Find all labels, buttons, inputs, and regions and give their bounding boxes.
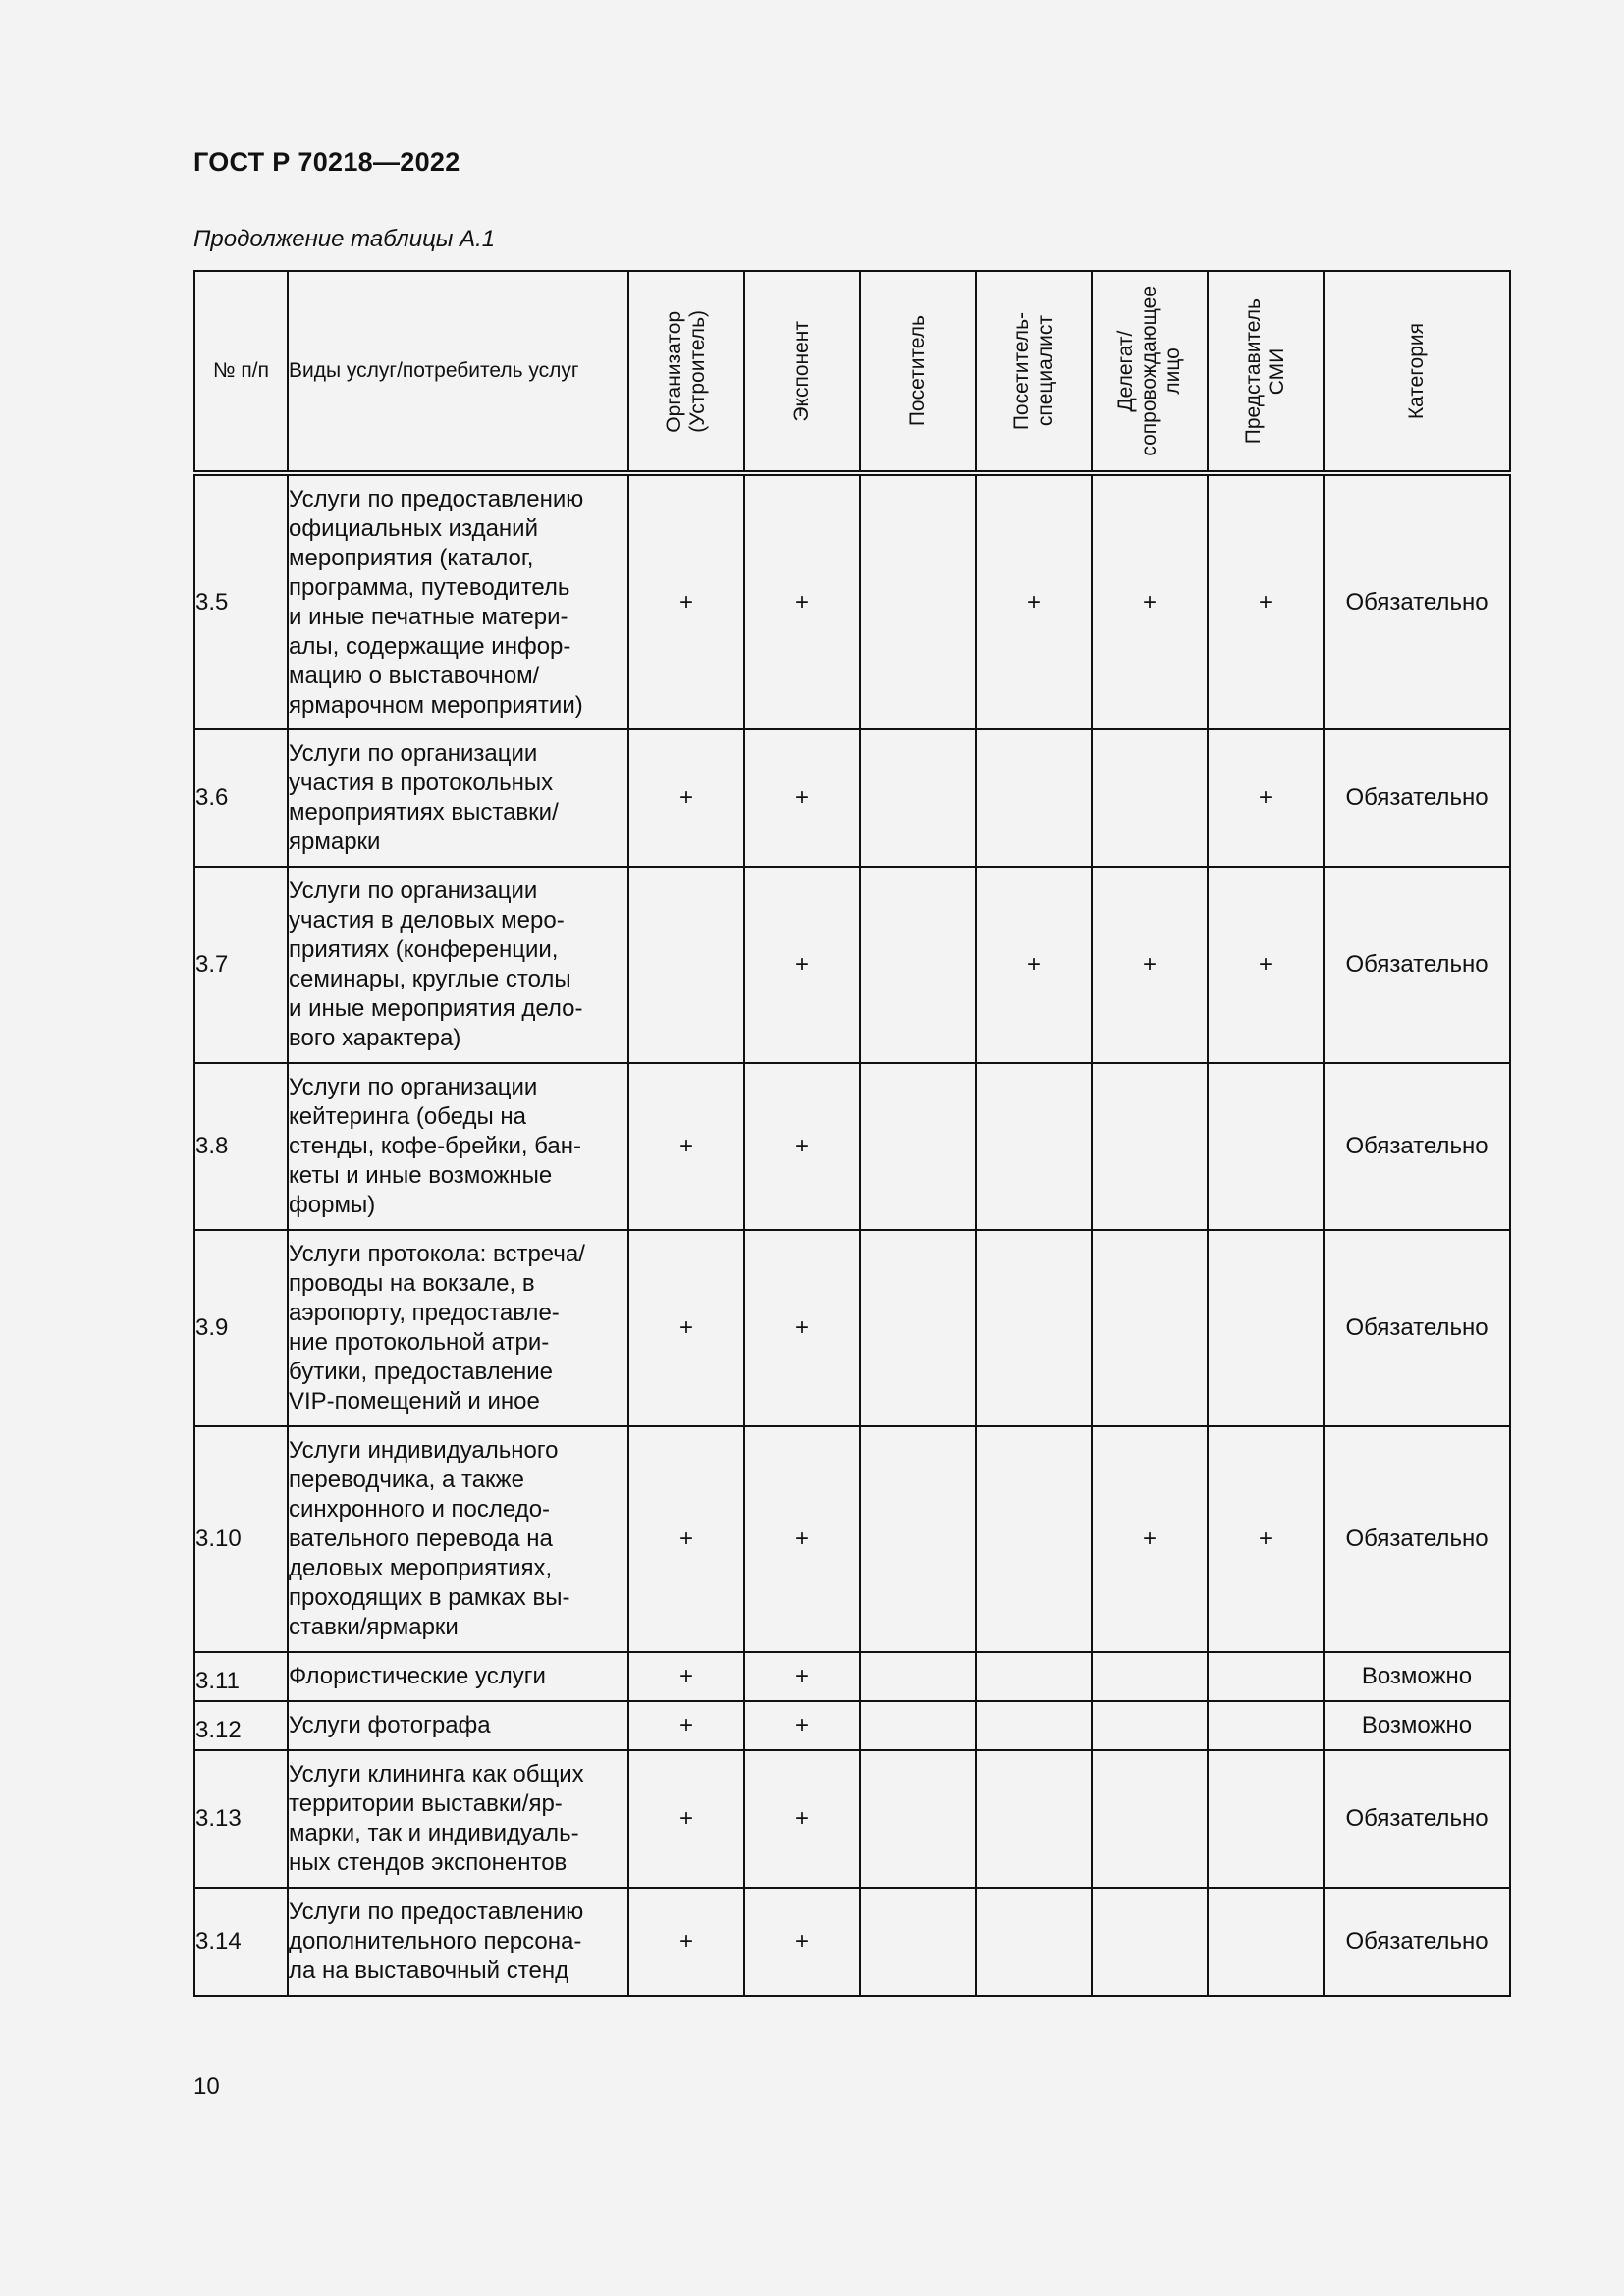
row-number: 3.13	[194, 1750, 288, 1888]
mark-delegate	[1092, 1230, 1208, 1426]
header-delegate-label: Делегат/ сопровождающее лицо	[1114, 286, 1184, 456]
mark-visitor-specialist	[976, 1750, 1092, 1888]
table-row	[194, 1888, 1510, 1996]
mark-delegate	[1092, 1652, 1208, 1701]
mark-media-representative	[1208, 1652, 1324, 1701]
row-number: 3.7	[194, 867, 288, 1063]
service-description: Услуги клининга как общих территории выставки/яр- марки, так и индивидуаль- ных стендов экспонентов	[288, 1750, 628, 1888]
mark-visitor-specialist	[976, 1063, 1092, 1230]
mark-visitor	[860, 1701, 976, 1750]
mark-delegate: +	[1092, 867, 1208, 1063]
service-description: Флористические услуги	[288, 1652, 628, 1701]
mark-media-representative: +	[1208, 1426, 1324, 1652]
mark-delegate: +	[1092, 1426, 1208, 1652]
mark-visitor	[860, 1888, 976, 1996]
mark-visitor	[860, 1426, 976, 1652]
row-number: 3.12	[194, 1701, 288, 1750]
header-delegate	[1092, 271, 1208, 473]
header-exhibitor-label: Экспонент	[790, 320, 813, 422]
mark-exhibitor: +	[744, 1652, 860, 1701]
mark-exhibitor: +	[744, 729, 860, 867]
row-number: 3.9	[194, 1230, 288, 1426]
mark-visitor-specialist	[976, 1888, 1092, 1996]
mark-media-representative	[1208, 1888, 1324, 1996]
service-description: Услуги фотографа	[288, 1701, 628, 1750]
service-description: Услуги протокола: встреча/ проводы на вокзале, в аэропорту, предоставле- ние протокольной атри- бутики, предоставление VIP-помещений и иное	[288, 1230, 628, 1426]
row-number: 3.14	[194, 1888, 288, 1996]
category-value: Обязательно	[1324, 473, 1510, 729]
table-row	[194, 1063, 1510, 1230]
mark-delegate	[1092, 729, 1208, 867]
mark-visitor	[860, 1652, 976, 1701]
table-row	[194, 867, 1510, 1063]
header-visitor-label: Посетитель	[906, 315, 929, 427]
mark-visitor-specialist: +	[976, 867, 1092, 1063]
mark-delegate	[1092, 1750, 1208, 1888]
table-row	[194, 473, 1510, 729]
mark-delegate	[1092, 1888, 1208, 1996]
mark-visitor-specialist	[976, 1652, 1092, 1701]
mark-media-representative	[1208, 1230, 1324, 1426]
mark-delegate: +	[1092, 473, 1208, 729]
mark-organizer: +	[628, 1701, 744, 1750]
table-header-row	[194, 271, 1510, 473]
mark-visitor	[860, 867, 976, 1063]
service-description: Услуги по предоставлению дополнительного персона- ла на выставочный стенд	[288, 1888, 628, 1996]
mark-visitor	[860, 729, 976, 867]
mark-exhibitor: +	[744, 1750, 860, 1888]
category-value: Возможно	[1324, 1652, 1510, 1701]
mark-visitor-specialist	[976, 1701, 1092, 1750]
mark-media-representative: +	[1208, 473, 1324, 729]
row-number: 3.5	[194, 473, 288, 729]
mark-visitor-specialist: +	[976, 473, 1092, 729]
mark-delegate	[1092, 1701, 1208, 1750]
mark-visitor	[860, 1063, 976, 1230]
category-value: Обязательно	[1324, 867, 1510, 1063]
header-media-representative	[1208, 271, 1324, 473]
category-value: Обязательно	[1324, 1063, 1510, 1230]
table-row	[194, 1652, 1510, 1701]
header-organizer	[628, 271, 744, 473]
category-value: Обязательно	[1324, 1888, 1510, 1996]
service-description: Услуги по организации участия в деловых меро- приятиях (конференции, семинары, круглые столы и иные мероприятия дело- вого характера)	[288, 867, 628, 1063]
service-description: Услуги по организации кейтеринга (обеды на стенды, кофе-брейки, бан- кеты и иные возможные формы)	[288, 1063, 628, 1230]
mark-organizer: +	[628, 1426, 744, 1652]
mark-organizer: +	[628, 473, 744, 729]
category-value: Обязательно	[1324, 1426, 1510, 1652]
mark-visitor	[860, 1230, 976, 1426]
mark-exhibitor: +	[744, 1426, 860, 1652]
category-value: Возможно	[1324, 1701, 1510, 1750]
mark-media-representative	[1208, 1750, 1324, 1888]
table-row	[194, 729, 1510, 867]
mark-media-representative: +	[1208, 867, 1324, 1063]
header-category-label: Категория	[1405, 322, 1428, 420]
header-media-representative-label: Представитель СМИ	[1242, 297, 1288, 445]
header-visitor	[860, 271, 976, 473]
service-description: Услуги по предоставлению официальных изданий мероприятия (каталог, программа, путеводитель и иные печатные матери- алы, содержащие инфор- мацию о выставочном/ ярмарочном мероприятии)	[288, 473, 628, 729]
mark-organizer: +	[628, 1230, 744, 1426]
mark-exhibitor: +	[744, 473, 860, 729]
mark-visitor	[860, 1750, 976, 1888]
mark-media-representative	[1208, 1701, 1324, 1750]
mark-visitor-specialist	[976, 1426, 1092, 1652]
header-visitor-specialist	[976, 271, 1092, 473]
row-number: 3.10	[194, 1426, 288, 1652]
table-row	[194, 1230, 1510, 1426]
header-exhibitor	[744, 271, 860, 473]
category-value: Обязательно	[1324, 729, 1510, 867]
mark-exhibitor: +	[744, 1230, 860, 1426]
mark-organizer: +	[628, 729, 744, 867]
header-number: № п/п	[194, 271, 288, 473]
mark-delegate	[1092, 1063, 1208, 1230]
mark-organizer: +	[628, 1888, 744, 1996]
table-row	[194, 1701, 1510, 1750]
mark-organizer	[628, 867, 744, 1063]
header-organizer-label: Организатор (Устроитель)	[663, 309, 709, 433]
row-number: 3.6	[194, 729, 288, 867]
table-row	[194, 1750, 1510, 1888]
service-description: Услуги индивидуального переводчика, а также синхронного и последо- вательного перевода на деловых мероприятиях, проходящих в рамках вы- ставки/ярмарки	[288, 1426, 628, 1652]
mark-media-representative: +	[1208, 729, 1324, 867]
row-number: 3.8	[194, 1063, 288, 1230]
header-category	[1324, 271, 1510, 473]
services-table	[193, 270, 1511, 1997]
service-description: Услуги по организации участия в протокольных мероприятиях выставки/ ярмарки	[288, 729, 628, 867]
mark-visitor-specialist	[976, 1230, 1092, 1426]
header-visitor-specialist-label: Посетитель- специалист	[1010, 311, 1056, 431]
mark-exhibitor: +	[744, 867, 860, 1063]
mark-media-representative	[1208, 1063, 1324, 1230]
mark-organizer: +	[628, 1652, 744, 1701]
mark-visitor-specialist	[976, 729, 1092, 867]
table-caption: Продолжение таблицы А.1	[193, 226, 496, 252]
mark-exhibitor: +	[744, 1888, 860, 1996]
category-value: Обязательно	[1324, 1230, 1510, 1426]
mark-organizer: +	[628, 1063, 744, 1230]
row-number: 3.11	[194, 1652, 288, 1701]
table-row	[194, 1426, 1510, 1652]
mark-exhibitor: +	[744, 1701, 860, 1750]
document-title: ГОСТ Р 70218—2022	[193, 147, 460, 177]
category-value: Обязательно	[1324, 1750, 1510, 1888]
page-number: 10	[193, 2073, 220, 2100]
mark-exhibitor: +	[744, 1063, 860, 1230]
mark-visitor	[860, 473, 976, 729]
header-service-type: Виды услуг/потребитель услуг	[288, 271, 628, 473]
services-table-container	[193, 270, 1509, 1997]
mark-organizer: +	[628, 1750, 744, 1888]
